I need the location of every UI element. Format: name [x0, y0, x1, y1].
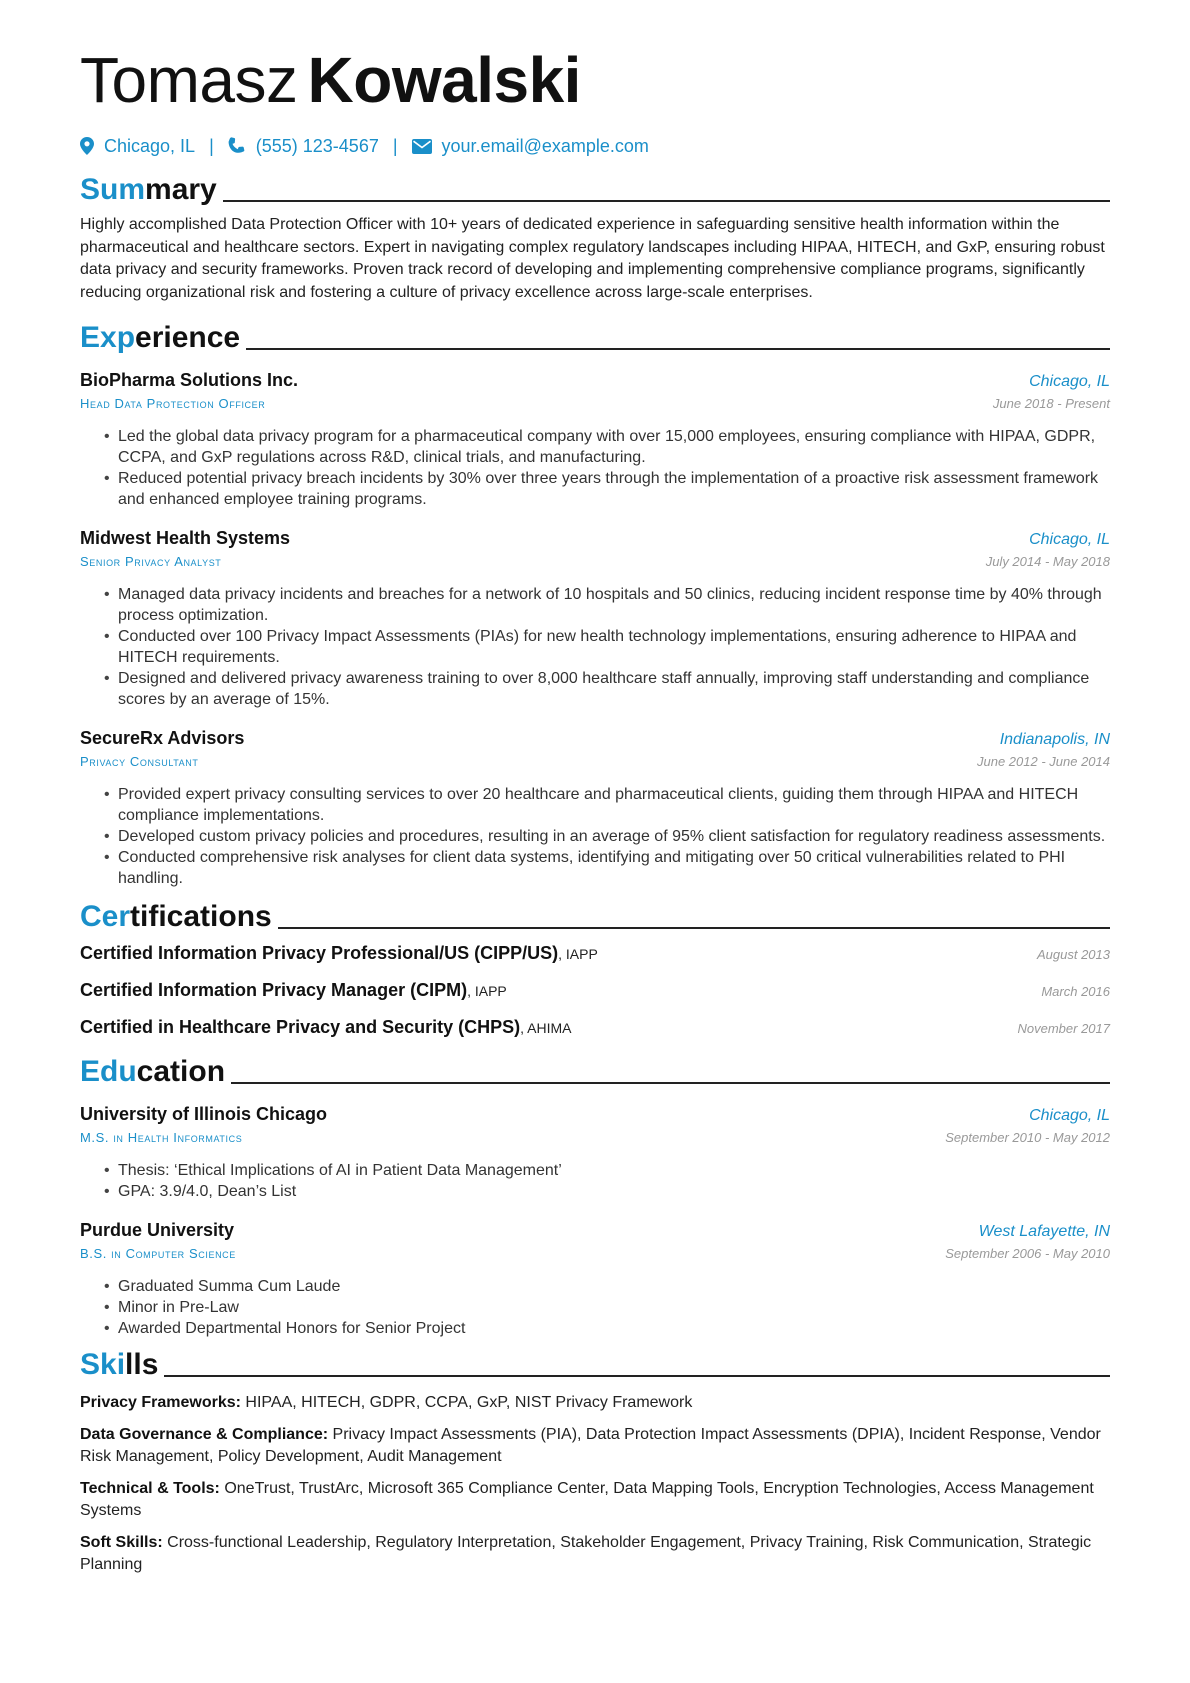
employer-name: Midwest Health Systems	[80, 528, 291, 548]
section-summary-heading	[80, 168, 1110, 208]
certification-date: March 2016	[1041, 984, 1110, 999]
list-item: • Designed and delivered privacy awareness training to over 8,000 healthcare staff annually, improving staff understanding and compliance scores by an average of 15%.	[104, 668, 1120, 710]
education-entry	[80, 1218, 1110, 1339]
degree: M.S. in Health Informatics	[80, 1130, 243, 1145]
section-title-accent: Exp	[80, 321, 136, 354]
skill-line	[80, 1478, 1120, 1523]
list-item: • Developed custom privacy policies and procedures, resulting in an average of 95% client satisfaction for regulatory readiness assessments.	[104, 826, 1120, 847]
school-location: Chicago, IL	[1029, 1107, 1110, 1124]
list-item: • Minor in Pre-Law	[104, 1297, 1120, 1318]
skill-category: Soft Skills:	[80, 1533, 163, 1551]
section-rule	[164, 1375, 1110, 1377]
certification-entry	[80, 935, 1110, 972]
job-dates: July 2014 - May 2018	[985, 554, 1110, 569]
experience-entry	[80, 726, 1110, 889]
list-item: • GPA: 3.9/4.0, Dean’s List	[104, 1181, 1120, 1202]
list-item: • Provided expert privacy consulting services to over 20 healthcare and pharmaceutical clients, guiding them through HIPAA and HITECH compliance implementations.	[104, 784, 1120, 826]
skill-category: Data Governance & Compliance:	[80, 1425, 329, 1443]
section-rule	[231, 1082, 1110, 1084]
degree: B.S. in Computer Science	[80, 1246, 236, 1261]
section-title-accent: Sum	[80, 173, 146, 206]
certification-name: Certified Information Privacy Professional/US (CIPP/US)	[80, 943, 559, 963]
email-link: your.email@example.com	[441, 135, 649, 156]
education-bullets	[80, 1160, 1120, 1202]
list-item: • Conducted over 100 Privacy Impact Assessments (PIAs) for new health technology implementations, ensuring adherence to HIPAA and HITECH requirements.	[104, 626, 1120, 668]
section-certifications-heading	[80, 895, 1110, 935]
section-skills-heading	[80, 1343, 1110, 1383]
education-bullets	[80, 1276, 1120, 1339]
section-title-rest: lls	[125, 1348, 159, 1381]
section-title-accent: Cer	[80, 900, 131, 933]
certification-entry	[80, 972, 1110, 1009]
job-title: Senior Privacy Analyst	[80, 554, 222, 569]
skill-values: OneTrust, TrustArc, Microsoft 365 Compliance Center, Data Mapping Tools, Encryption Technologies, Access Management Systems	[80, 1479, 1094, 1519]
first-name: Tomasz	[80, 44, 298, 116]
certification-entry	[80, 1009, 1110, 1046]
contact-location	[80, 136, 195, 157]
education-entry	[80, 1102, 1110, 1202]
candidate-name	[80, 44, 1110, 116]
job-title: Head Data Protection Officer	[80, 396, 266, 411]
skill-line	[80, 1392, 1120, 1415]
employer-name: BioPharma Solutions Inc.	[80, 370, 299, 390]
certification-issuer: , IAPP	[467, 983, 507, 999]
list-item: • Reduced potential privacy breach incidents by 30% over three years through the implementation of a proactive risk assessment framework and enhanced employee training programs.	[104, 468, 1120, 510]
certification-date: November 2017	[1017, 1021, 1110, 1036]
list-item: • Awarded Departmental Honors for Senior Project	[104, 1318, 1120, 1339]
section-title-rest: tifications	[130, 900, 272, 933]
contact-phone[interactable]	[228, 136, 379, 157]
certification-name: Certified Information Privacy Manager (CIPM)	[80, 980, 468, 1000]
job-location: Chicago, IL	[1029, 373, 1110, 390]
list-item: • Managed data privacy incidents and breaches for a network of 10 hospitals and 50 clinics, reducing incident response time by 40% through process optimization.	[104, 584, 1120, 626]
list-item: • Graduated Summa Cum Laude	[104, 1276, 1120, 1297]
contact-email[interactable]	[412, 136, 649, 157]
employer-name: SecureRx Advisors	[80, 728, 245, 748]
last-name: Kowalski	[307, 44, 581, 116]
skill-category: Privacy Frameworks:	[80, 1394, 241, 1411]
contact-separator: |	[209, 135, 214, 156]
contact-separator: |	[392, 135, 398, 156]
job-bullets	[80, 426, 1120, 510]
job-bullets	[80, 784, 1120, 889]
skill-line	[80, 1532, 1120, 1577]
experience-entry	[80, 368, 1110, 510]
certification-date: August 2013	[1036, 947, 1110, 962]
certification-name: Certified in Healthcare Privacy and Security (CHPS)	[80, 1017, 521, 1037]
map-pin-icon	[80, 137, 94, 155]
education-dates: September 2006 - May 2010	[945, 1246, 1110, 1261]
phone-text: (555) 123-4567	[255, 135, 379, 156]
section-rule	[223, 200, 1110, 202]
school-location: West Lafayette, IN	[978, 1223, 1110, 1240]
list-item: • Thesis: ‘Ethical Implications of AI in Patient Data Management’	[104, 1160, 1120, 1181]
skill-values: Cross-functional Leadership, Regulatory Interpretation, Stakeholder Engagement, Privacy Training, Risk Communication, Strategic Planning	[80, 1533, 1092, 1573]
certification-issuer: , IAPP	[558, 946, 598, 962]
summary-paragraph: Highly accomplished Data Protection Officer with 10+ years of dedicated experience in safeguarding sensitive health information within the pharmaceutical and healthcare sectors. Expert in navigating complex regulatory landscapes including HIPAA, HITECH, and GxP, ensuring robust data privacy and security frameworks. Proven track record of developing and implementing comprehensive compliance programs, significantly reducing organizational risk and fostering a culture of privacy excellence across large-scale enterprises.	[80, 216, 1105, 301]
list-item: • Led the global data privacy program for a pharmaceutical company with over 15,000 employees, ensuring compliance with HIPAA, GDPR, CCPA, and GxP regulations across R&D, clinical trials, and manufacturing.	[104, 426, 1120, 468]
job-bullets	[80, 584, 1120, 710]
phone-icon	[228, 137, 246, 155]
section-title-rest: erience	[135, 321, 241, 354]
school-name: University of Illinois Chicago	[80, 1104, 328, 1124]
location-text: Chicago, IL	[104, 135, 196, 156]
section-education-heading	[80, 1050, 1110, 1090]
experience-entry	[80, 526, 1110, 710]
section-title-rest: mary	[145, 173, 217, 206]
section-title-rest: cation	[136, 1055, 226, 1088]
job-location: Chicago, IL	[1029, 531, 1110, 548]
education-dates: September 2010 - May 2012	[945, 1130, 1110, 1145]
skill-values: Privacy Impact Assessments (PIA), Data Protection Impact Assessments (DPIA), Incident Response, Vendor Risk Management, Policy Development, Audit Management	[80, 1425, 1101, 1465]
list-item: • Conducted comprehensive risk analyses for client data systems, identifying and mitigating over 50 critical vulnerabilities related to PHI handling.	[104, 847, 1120, 889]
job-location: Indianapolis, IN	[999, 731, 1110, 748]
skill-values: HIPAA, HITECH, GDPR, CCPA, GxP, NIST Privacy Framework	[240, 1394, 693, 1411]
section-rule	[278, 927, 1110, 929]
job-title: Privacy Consultant	[80, 754, 199, 769]
section-rule	[246, 348, 1110, 350]
section-experience-heading	[80, 316, 1110, 356]
skill-line	[80, 1424, 1120, 1469]
skill-category: Technical & Tools:	[80, 1479, 220, 1497]
envelope-icon	[412, 139, 432, 154]
section-title-accent: Ski	[80, 1348, 126, 1381]
certification-issuer: , AHIMA	[520, 1020, 572, 1036]
school-name: Purdue University	[80, 1220, 235, 1240]
job-dates: June 2012 - June 2014	[977, 754, 1110, 769]
section-title-accent: Edu	[80, 1055, 137, 1088]
job-dates: June 2018 - Present	[992, 396, 1110, 411]
contact-line	[80, 132, 1110, 160]
